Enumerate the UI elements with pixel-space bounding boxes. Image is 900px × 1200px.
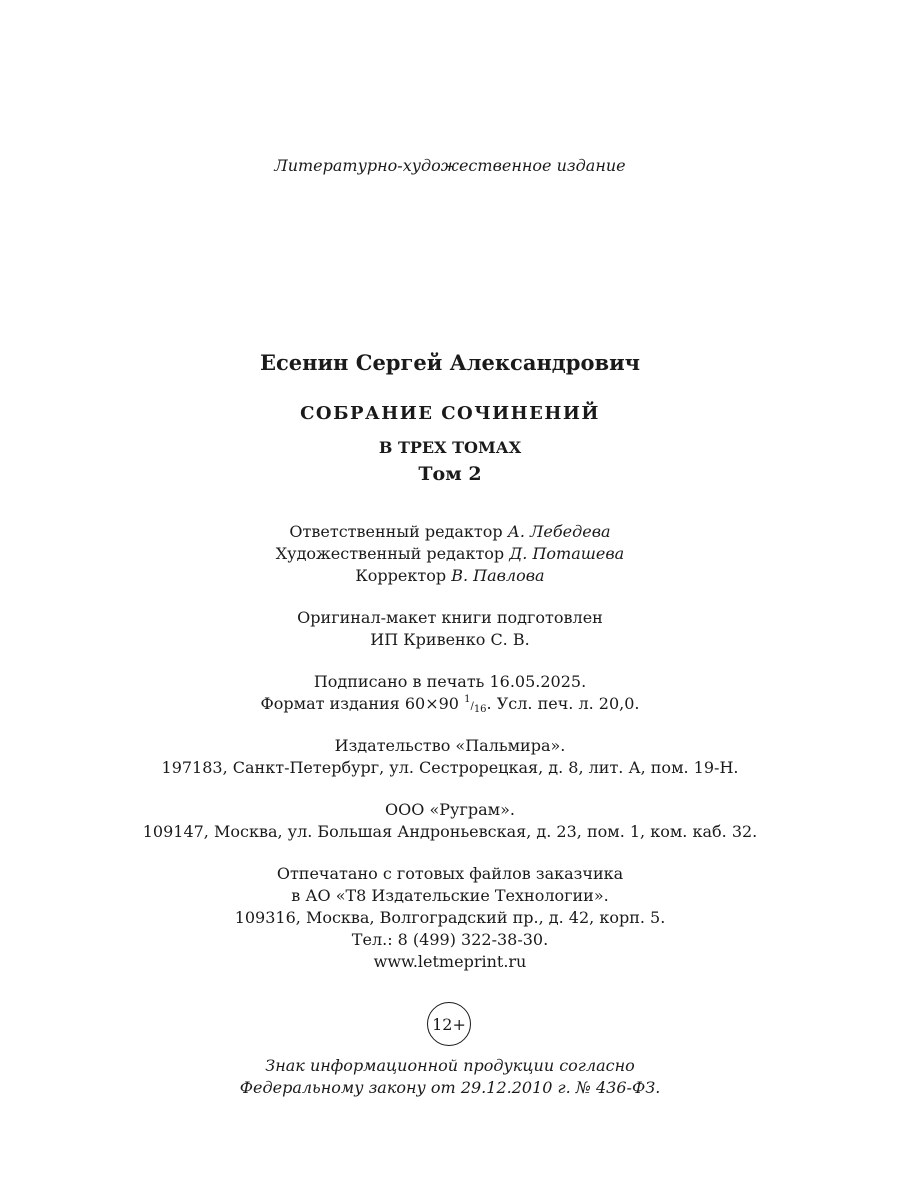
layout-prepared-by: ИП Кривенко С. В.: [370, 630, 530, 649]
age-rating-label: 12+: [432, 1014, 466, 1034]
printer-phone: Тел.: 8 (499) 322-38-30.: [351, 930, 549, 949]
age-notice-line-2: Федеральному закону от 29.12.2010 г. № 436-ФЗ.: [239, 1078, 661, 1097]
printer-line-2: в АО «Т8 Издательские Технологии».: [291, 886, 609, 905]
credit-role: Художественный редактор: [275, 544, 505, 563]
credit-role: Корректор: [355, 566, 447, 585]
collection-title: СОБРАНИЕ СОЧИНЕНИЙ: [300, 403, 600, 424]
publisher-name: Издательство «Пальмира».: [334, 736, 566, 755]
volumes-count: В ТРЕХ ТОМАХ: [378, 438, 522, 457]
publisher-address: 197183, Санкт-Петербург, ул. Сестрорецкая, д. 8, лит. А, пом. 19-Н.: [161, 758, 739, 777]
credit-line-art-editor: [0, 544, 900, 563]
layout-prepared-line: Оригинал-макет книги подготовлен: [297, 608, 603, 627]
age-notice-line-1: Знак информационной продукции согласно: [265, 1056, 635, 1075]
printer-address: 109316, Москва, Волгоградский пр., д. 42, корп. 5.: [234, 908, 666, 927]
distributor-address: 109147, Москва, ул. Большая Андроньевская, д. 23, пом. 1, ком. каб. 32.: [142, 822, 758, 841]
format-suffix: . Усл. печ. л. 20,0.: [486, 694, 640, 713]
credit-line-editor: [0, 522, 900, 541]
age-rating-badge: [427, 1002, 471, 1046]
credit-name: В. Павлова: [451, 566, 545, 585]
credit-name: Д. Поташева: [509, 544, 625, 563]
credit-line-proofreader: [0, 566, 900, 585]
format-fraction-separator: /: [470, 701, 474, 712]
credit-role: Ответственный редактор: [289, 522, 503, 541]
author-name: Есенин Сергей Александрович: [259, 350, 641, 375]
format-prefix: Формат издания 60×90: [260, 694, 459, 713]
volume-number: Том 2: [418, 463, 482, 485]
credit-name: А. Лебедева: [507, 522, 611, 541]
edition-type: Литературно-художественное издание: [274, 156, 626, 175]
distributor-name: ООО «Руграм».: [385, 800, 515, 819]
printer-line-1: Отпечатано с готовых файлов заказчика: [276, 864, 624, 883]
signed-date: Подписано в печать 16.05.2025.: [313, 672, 587, 691]
format-fraction-numerator: 1: [464, 694, 471, 705]
printer-website[interactable]: www.letmeprint.ru: [373, 952, 527, 971]
print-format: [0, 694, 900, 713]
format-fraction-denominator: 16: [473, 704, 487, 715]
